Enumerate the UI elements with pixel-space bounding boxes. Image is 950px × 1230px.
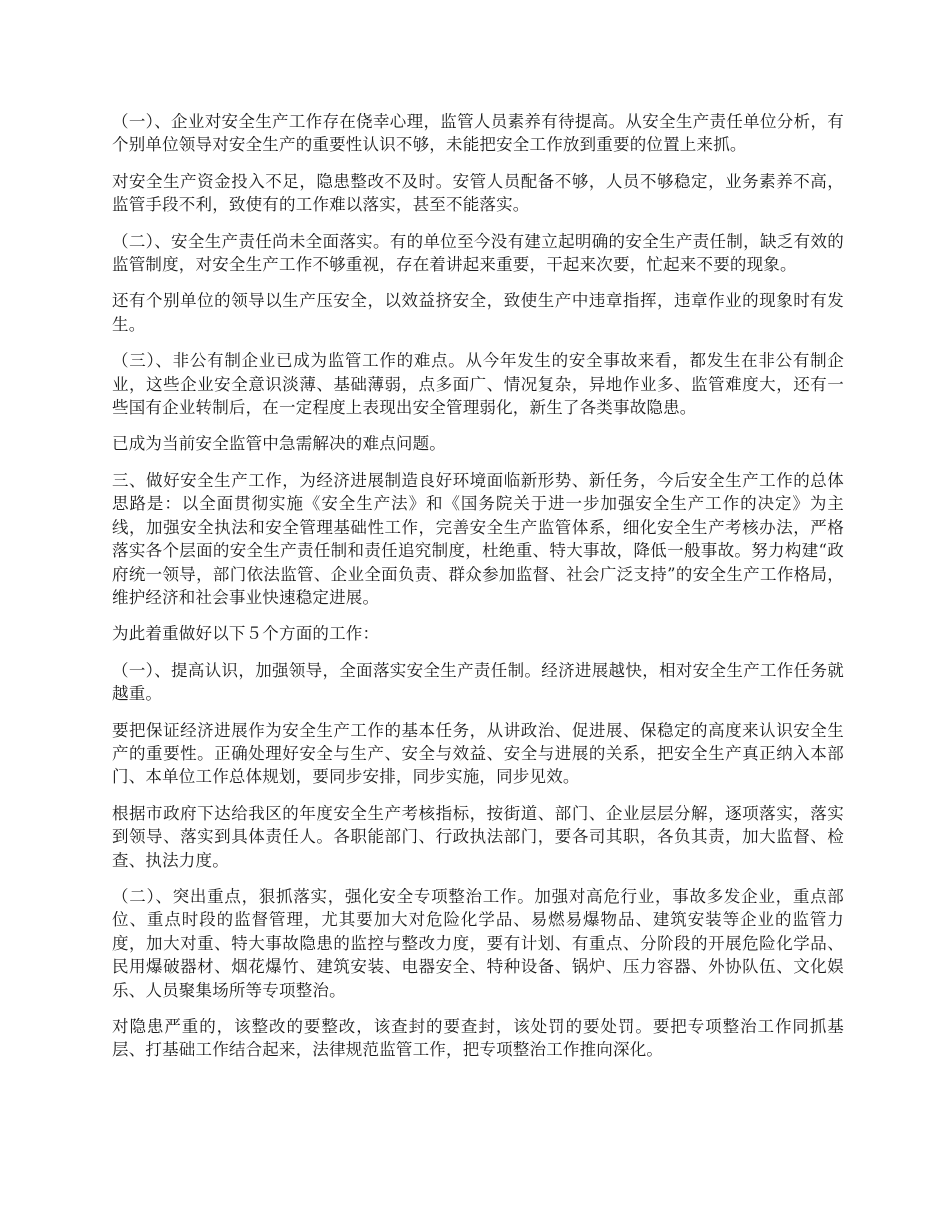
paragraph-3: （二）、安全生产责任尚未全面落实。有的单位至今没有建立起明确的安全生产责任制，缺乏有效的监管制度，对安全生产工作不够重视，存在着讲起来重要，干起来次要，忙起来不要的现象。 [112,231,844,275]
paragraph-10: 要把保证经济进展作为安全生产工作的基本任务，从讲政治、促进展、保稳定的高度来认识安全生产的重要性。正确处理好安全与生产、安全与效益、安全与进展的关系，把安全生产真正纳入本部门、本单位工作总体规划，要同步安排，同步实施，同步见效。 [112,720,844,787]
paragraph-11: 根据市政府下达给我区的年度安全生产考核指标，按街道、部门、企业层层分解，逐项落实，落实到领导、落实到具体责任人。各职能部门、行政执法部门，要各司其职，各负其责，加大监督、检查、执法力度。 [112,803,844,870]
paragraph-8: 为此着重做好以下５个方面的工作： [112,624,380,644]
paragraph-4: 还有个别单位的领导以生产压安全，以效益挤安全，致使生产中违章指挥，违章作业的现象时有发生。 [112,291,844,334]
paragraph-1: （一）、企业对安全生产工作存在侥幸心理，监管人员素养有待提高。从安全生产责任单位分析，有个别单位领导对安全生产的重要性认识不够，未能把安全工作放到重要的位置上来抓。 [112,112,844,155]
paragraph-12: （二）、突出重点，狠抓落实，强化安全专项整治工作。加强对高危行业，事故多发企业，重点部位、重点时段的监督管理，尤其要加大对危险化学品、易燃易爆物品、建筑安装等企业的监管力度，加大对重、特大事故隐患的监控与整改力度，要有计划、有重点、分阶段的开展危险化学品、民用爆破器材、烟花爆竹、建筑安装、电器安全、特种设备、锅炉、压力容器、外协队伍、文化娱乐、人员聚集场所等专项整治。 [112,886,844,1000]
paragraph-7: 三、做好安全生产工作，为经济进展制造良好环境面临新形势、新任务，今后安全生产工作的总体思路是：以全面贯彻实施《安全生产法》和《国务院关于进一步加强安全生产工作的决定》为主线，加强安全执法和安全管理基础性工作，完善安全生产监管体系，细化安全生产考核办法，严格落实各个层面的安全生产责任制和责任追究制度，杜绝重、特大事故，降低一般事故。努力构建“政府统一领导，部门依法监管、企业全面负责、群众参加监督、社会广泛支持”的安全生产工作格局，维护经济和社会事业快速稳定进展。 [112,470,844,607]
paragraph-13: 对隐患严重的，该整改的要整改，该查封的要查封，该处罚的要处罚。要把专项整治工作同抓基层、打基础工作结合起来，法律规范监管工作，把专项整治工作推向深化。 [112,1017,844,1060]
paragraph-6: 已成为当前安全监管中急需解决的难点问题。 [112,434,446,454]
paragraph-2: 对安全生产资金投入不足，隐患整改不及时。安管人员配备不够，人员不够稳定，业务素养不高，监管手段不利，致使有的工作难以落实，甚至不能落实。 [112,171,844,215]
document-body [112,110,844,1075]
paragraph-9: （一）、提高认识，加强领导，全面落实安全生产责任制。经济进展越快，相对安全生产工作任务就越重。 [112,660,844,704]
paragraph-5: （三）、非公有制企业已成为监管工作的难点。从今年发生的安全事故来看，都发生在非公有制企业，这些企业安全意识淡薄、基础薄弱，点多面广、情况复杂，异地作业多、监管难度大，还有一些国有企业转制后，在一定程度上表现出安全管理弱化，新生了各类事故隐患。 [112,351,844,418]
